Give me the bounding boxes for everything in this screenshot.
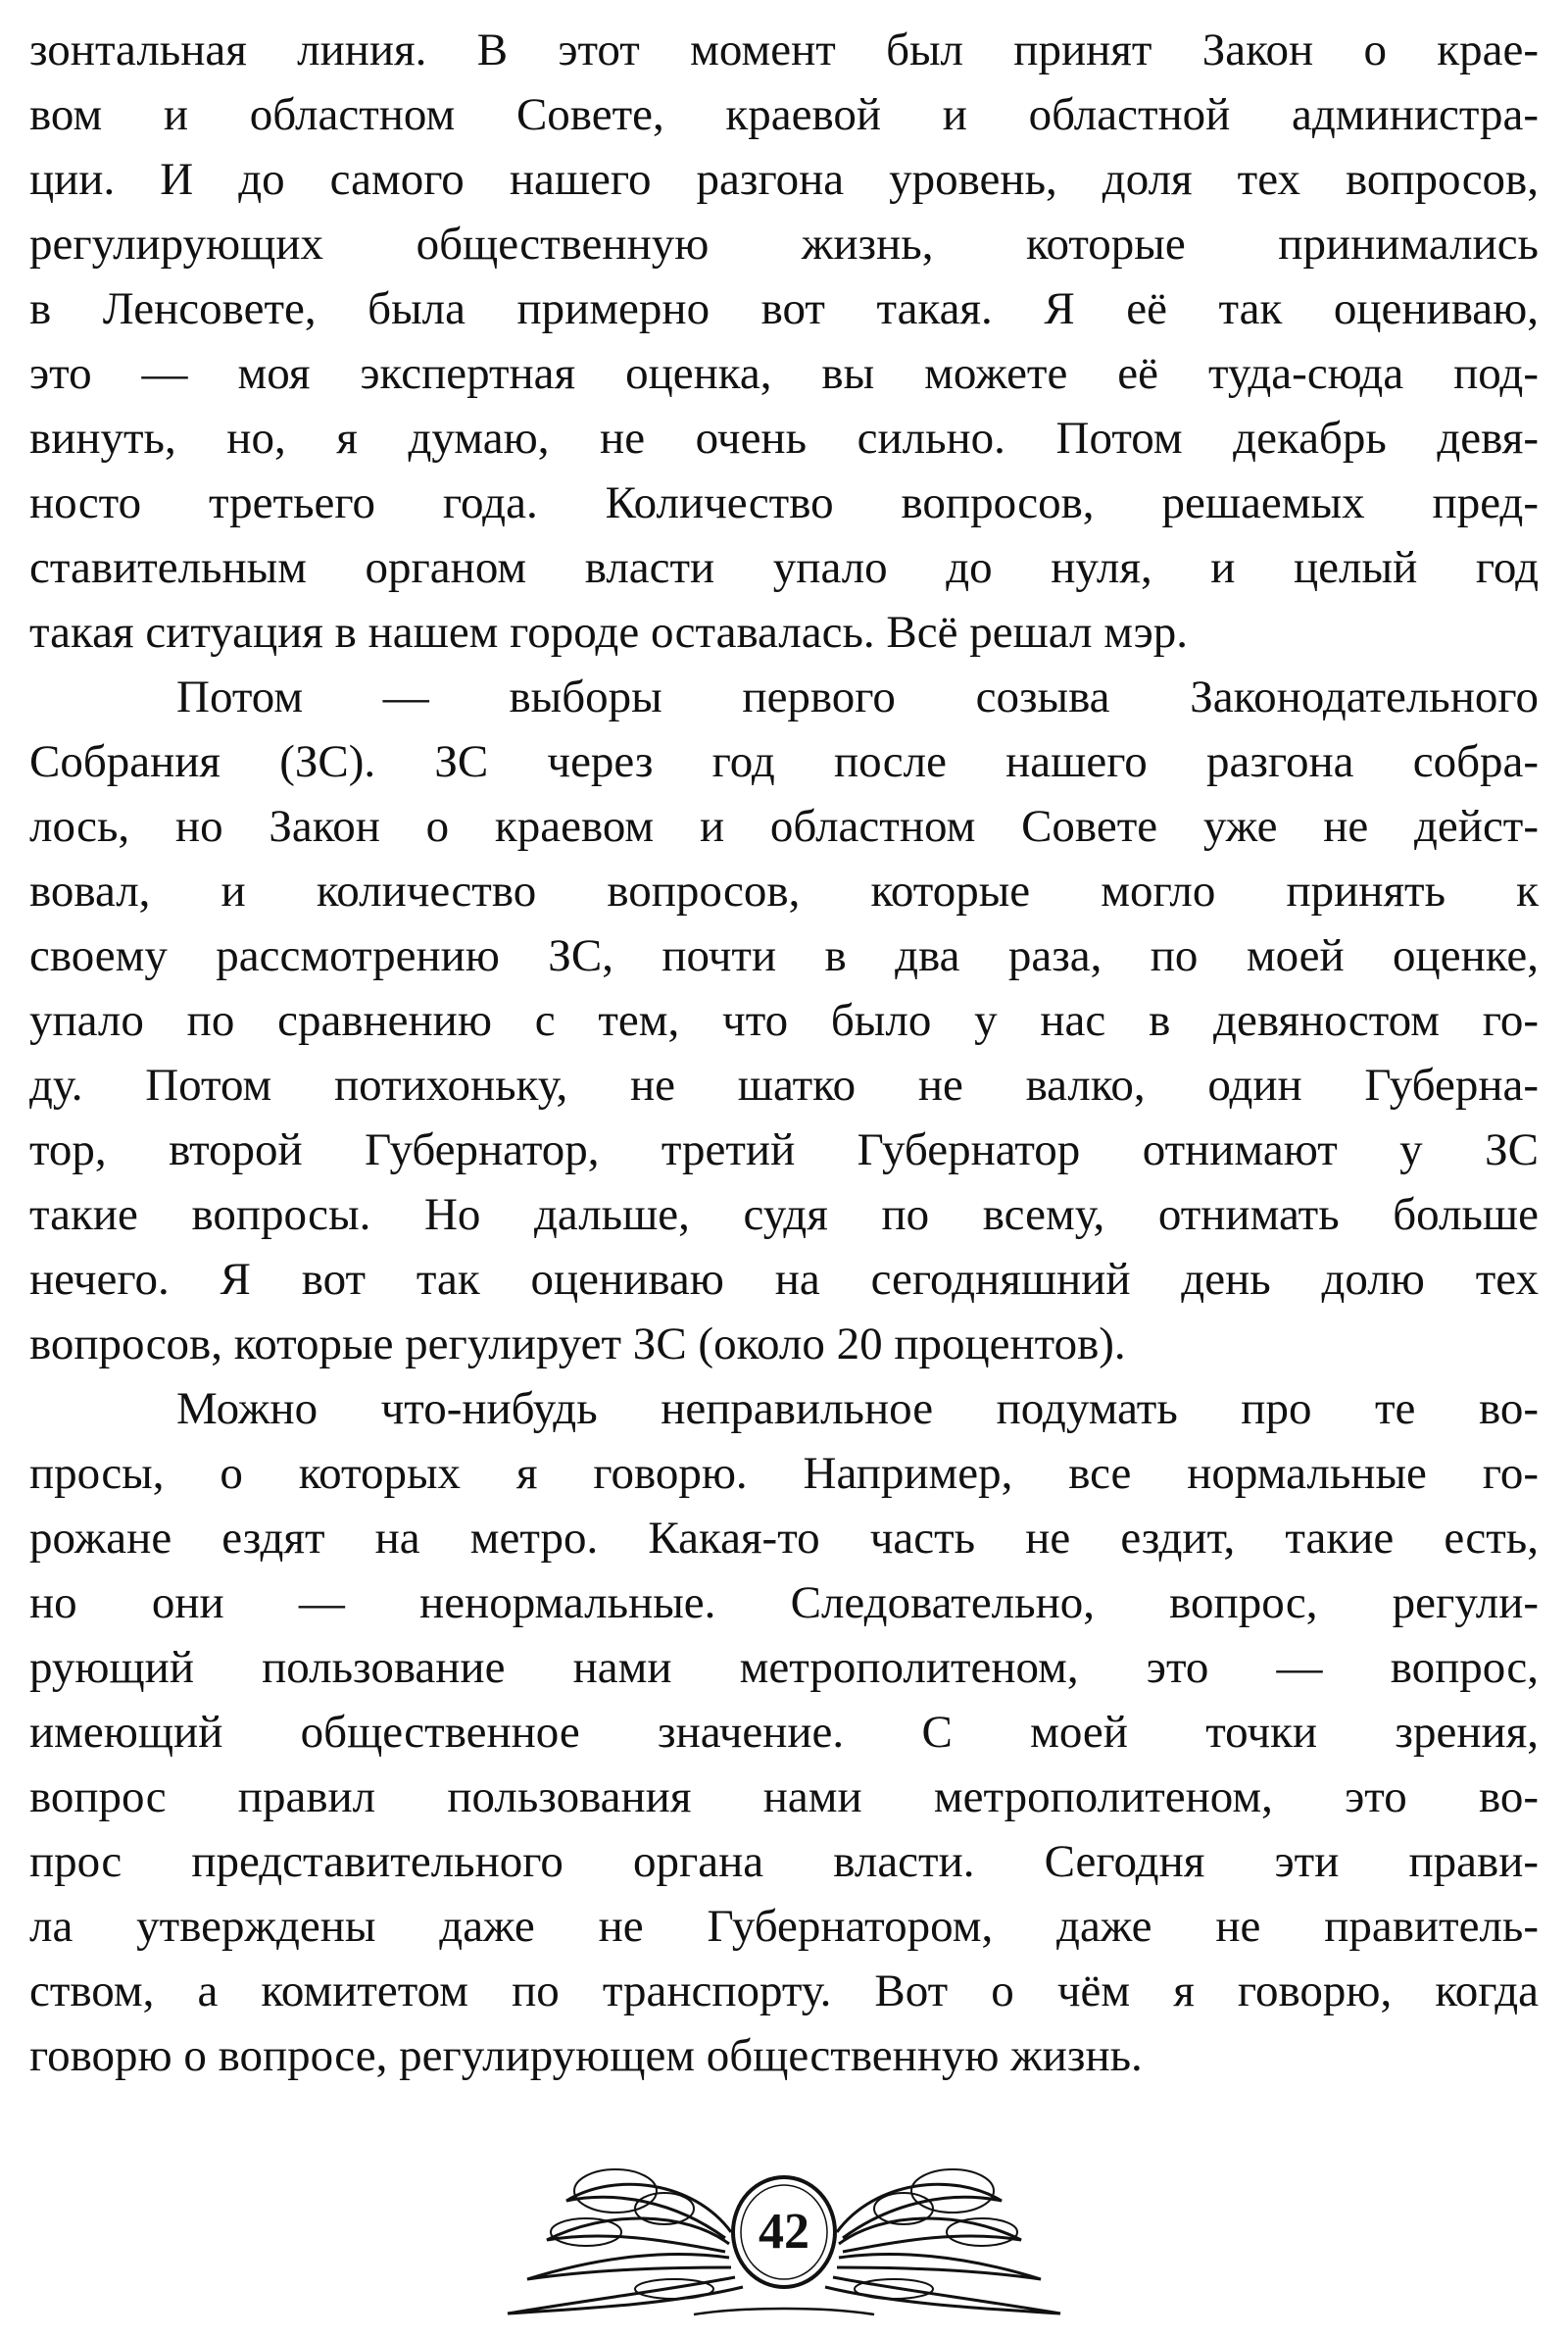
text-line: Собрания (ЗС). ЗС через год после нашего разгона собра- xyxy=(29,736,1539,787)
text-line: винуть, но, я думаю, не очень сильно. Потом декабрь девя- xyxy=(29,413,1539,464)
text-line: такие вопросы. Но дальше, судя по всему, отнимать больше xyxy=(29,1189,1539,1240)
text-line: ду. Потом потихоньку, не шатко не валко, один Губерна- xyxy=(29,1060,1539,1111)
text-line: просы, о которых я говорю. Например, все нормальные го- xyxy=(29,1448,1539,1499)
page-number: 42 xyxy=(759,2204,809,2260)
text-line: ством, а комитетом по транспорту. Вот о чём я говорю, когда xyxy=(29,1965,1539,2016)
text-line: вом и областном Совете, краевой и областной администра- xyxy=(29,89,1539,140)
text-line: нечего. Я вот так оцениваю на сегодняшний день долю тех xyxy=(29,1254,1539,1305)
text-line: тор, второй Губернатор, третий Губернатор отнимают у ЗС xyxy=(29,1124,1539,1175)
text-line: говорю о вопросе, регулирующем общественную жизнь. xyxy=(29,2030,1143,2081)
text-line: своему рассмотрению ЗС, почти в два раза, по моей оценке, xyxy=(29,930,1539,981)
text-line: Потом — выборы первого созыва Законодательного xyxy=(176,672,1539,722)
text-line: это — моя экспертная оценка, вы можете её туда-сюда под- xyxy=(29,348,1539,399)
paragraph-2 xyxy=(29,665,1539,1376)
text-line: ставительным органом власти упало до нуля, и целый год xyxy=(29,542,1539,593)
text-line: вопросов, которые регулирует ЗС (около 20 процентов). xyxy=(29,1318,1126,1369)
page-footer xyxy=(468,2142,1100,2328)
page-body xyxy=(29,18,1539,2088)
text-line: в Ленсовете, была примерно вот такая. Я её так оцениваю, xyxy=(29,283,1539,334)
text-line: зонтальная линия. В этот момент был принят Закон о крае- xyxy=(29,25,1539,75)
text-line: имеющий общественное значение. С моей точки зрения, xyxy=(29,1707,1539,1758)
text-line: ла утверждены даже не Губернатором, даже не правитель- xyxy=(29,1901,1539,1952)
text-line: вовал, и количество вопросов, которые могло принять к xyxy=(29,866,1539,917)
text-line: такая ситуация в нашем городе оставалась. Всё решал мэр. xyxy=(29,607,1188,658)
text-line: рожане ездят на метро. Какая-то часть не ездит, такие есть, xyxy=(29,1513,1539,1564)
text-line: прос представительного органа власти. Сегодня эти прави- xyxy=(29,1836,1539,1887)
text-line: упало по сравнению с тем, что было у нас в девяностом го- xyxy=(29,995,1539,1046)
text-line: регулирующих общественную жизнь, которые принимались xyxy=(29,219,1539,270)
text-line: носто третьего года. Количество вопросов, решаемых пред- xyxy=(29,477,1539,528)
text-line: но они — ненормальные. Следовательно, вопрос, регули- xyxy=(29,1577,1539,1628)
text-line: Можно что-нибудь неправильное подумать про те во- xyxy=(176,1383,1539,1434)
text-line: рующий пользование нами метрополитеном, это — вопрос, xyxy=(29,1642,1539,1693)
paragraph-1 xyxy=(29,18,1539,665)
text-line: лось, но Закон о краевом и областном Совете уже не дейст- xyxy=(29,801,1539,852)
text-line: вопрос правил пользования нами метрополитеном, это во- xyxy=(29,1771,1539,1822)
text-line: ции. И до самого нашего разгона уровень, доля тех вопросов, xyxy=(29,154,1539,205)
paragraph-3 xyxy=(29,1376,1539,2088)
